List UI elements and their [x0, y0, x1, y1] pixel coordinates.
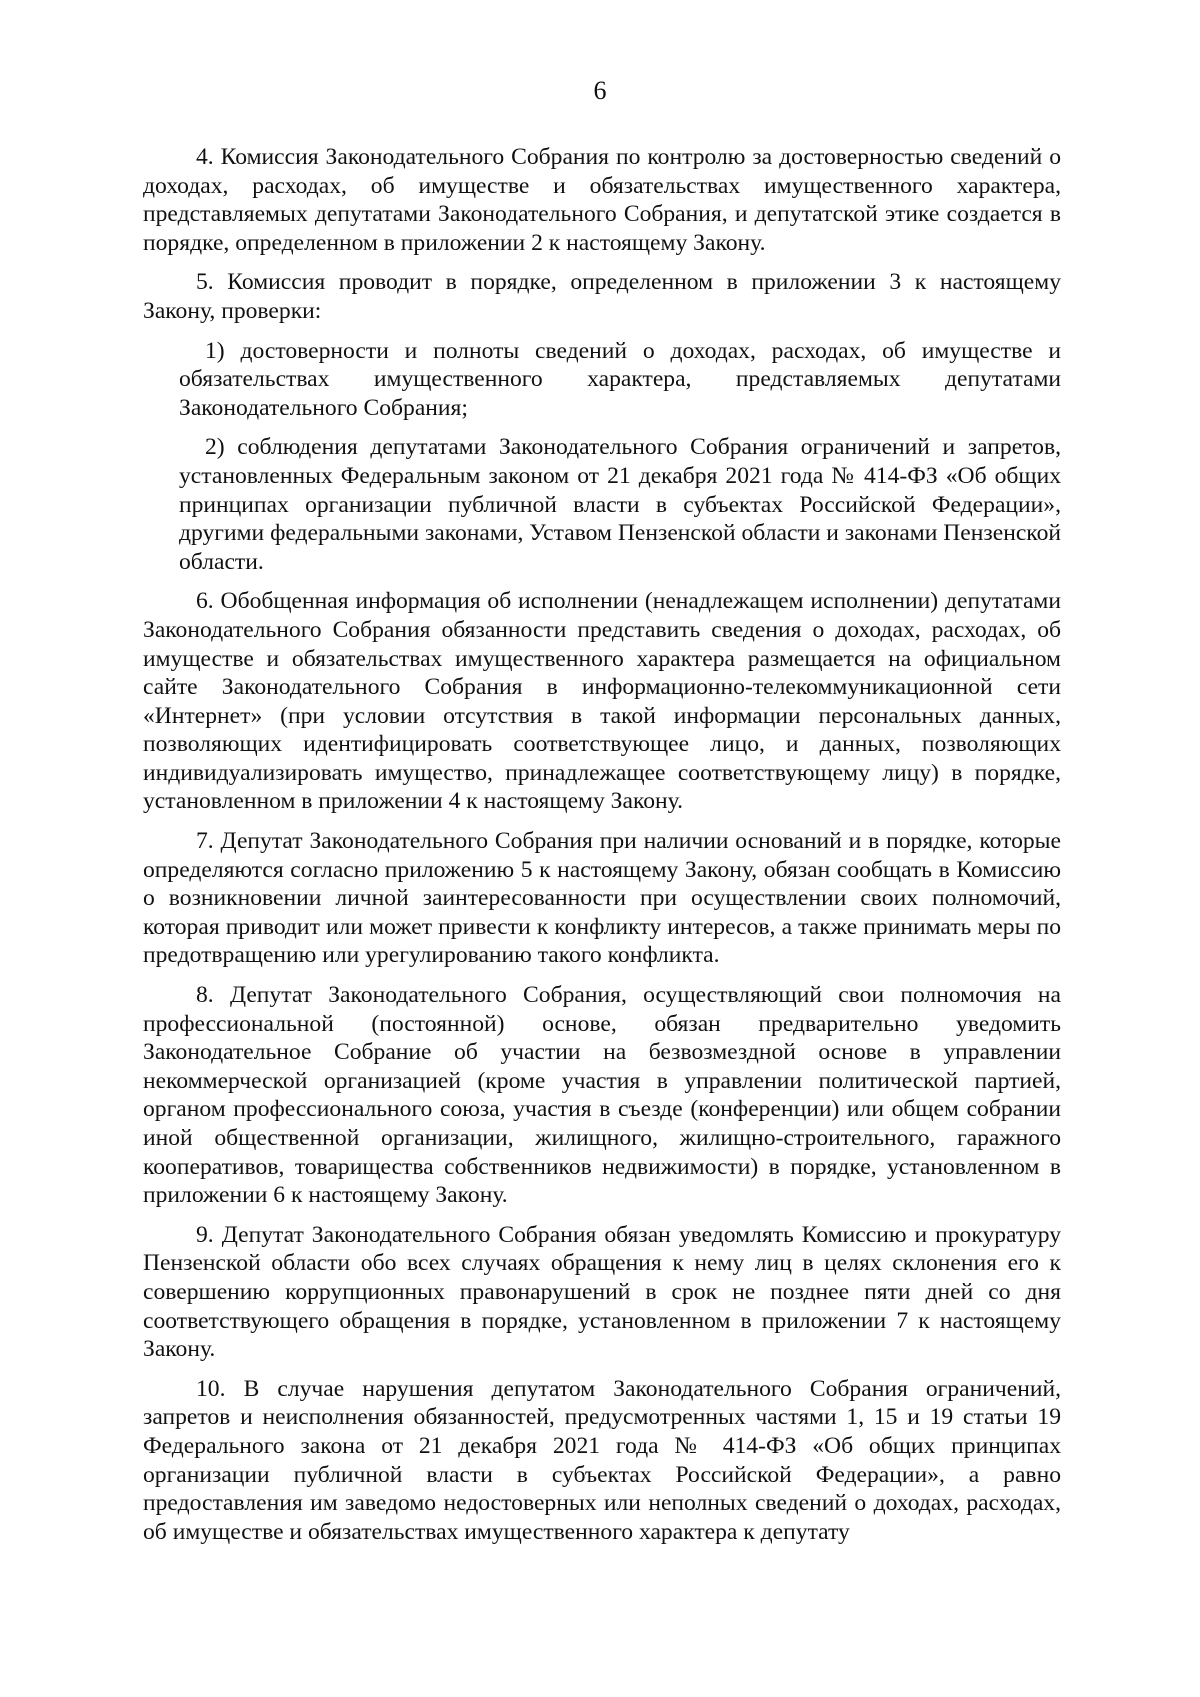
paragraph-9: 9. Депутат Законодательного Собрания обязан уведомлять Комиссию и прокуратуру Пензенской области обо всех случаях обращения к нему лиц в целях склонения его к совершению коррупционных правонарушений в срок не позднее пяти дней со дня соответствующего обращения в порядке, установленном в приложении 7 к настоящему Закону.	[143, 1221, 1061, 1363]
subparagraph-5-2: 2) соблюдения депутатами Законодательного Собрания ограничений и запретов, установленных Федеральным законом от 21 декабря 2021 года № 414-ФЗ «Об общих принципах организации публичной власти в субъектах Российской Федерации», другими федеральными законами, Уставом Пензенской области и законами Пензенской области.	[179, 434, 1061, 575]
paragraph-8: 8. Депутат Законодательного Собрания, осуществляющий свои полномочия на профессиональной (постоянной) основе, обязан предварительно уведомить Законодательное Собрание об участии на безвозмездной основе в управлении некоммерческой организацией (кроме участия в управлении политической партией, органом профессионального союза, участия в съезде (конференции) или общем собрании иной общественной организации, жилищного, жилищно-строительного, гаражного кооперативов, товарищества собственников недвижимости) в порядке, установленном в приложении 6 к настоящему Закону.	[143, 982, 1061, 1209]
paragraph-5: 5. Комиссия проводит в порядке, определенном в приложении 3 к настоящему Закону, проверки:	[143, 269, 1061, 324]
paragraph-4: 4. Комиссия Законодательного Собрания по контролю за достоверностью сведений о доходах, расходах, об имуществе и обязательствах имущественного характера, представляемых депутатами Законодательного Собрания, и депутатской этике создается в порядке, определенном в приложении 2 к настоящему Закону.	[143, 144, 1061, 256]
document-body	[143, 143, 1061, 1557]
subparagraph-5-1: 1) достоверности и полноты сведений о доходах, расходах, об имуществе и обязательствах имущественного характера, представляемых депутатами Законодательного Собрания;	[179, 337, 1061, 421]
paragraph-10: 10. В случае нарушения депутатом Законодательного Собрания ограничений, запретов и неисполнения обязанностей, предусмотренных частями 1, 15 и 19 статьи 19 Федерального закона от 21 декабря 2021 года № 414-ФЗ «Об общих принципах организации публичной власти в субъектах Российской Федерации», а равно предоставления им заведомо недостоверных или неполных сведений о доходах, расходах, об имуществе и обязательствах имущественного характера к депутату	[143, 1375, 1061, 1545]
paragraph-7: 7. Депутат Законодательного Собрания при наличии оснований и в порядке, которые определяются согласно приложению 5 к настоящему Закону, обязан сообщать в Комиссию о возникновении личной заинтересованности при осуществлении своих полномочий, которая приводит или может привести к конфликту интересов, а также принимать меры по предотвращению или урегулированию такого конфликта.	[143, 828, 1061, 969]
page-number: 6	[593, 76, 607, 105]
paragraph-6: 6. Обобщенная информация об исполнении (ненадлежащем исполнении) депутатами Законодательного Собрания обязанности представить сведения о доходах, расходах, об имуществе и обязательствах имущественного характера размещается на официальном сайте Законодательного Собрания в информационно-телекоммуникационной сети «Интернет» (при условии отсутствия в такой информации персональных данных, позволяющих идентифицировать соответствующее лицо, и данных, позволяющих индивидуализировать имущество, принадлежащее соответствующему лицу) в порядке, установленном в приложении 4 к настоящему Закону.	[143, 588, 1061, 815]
